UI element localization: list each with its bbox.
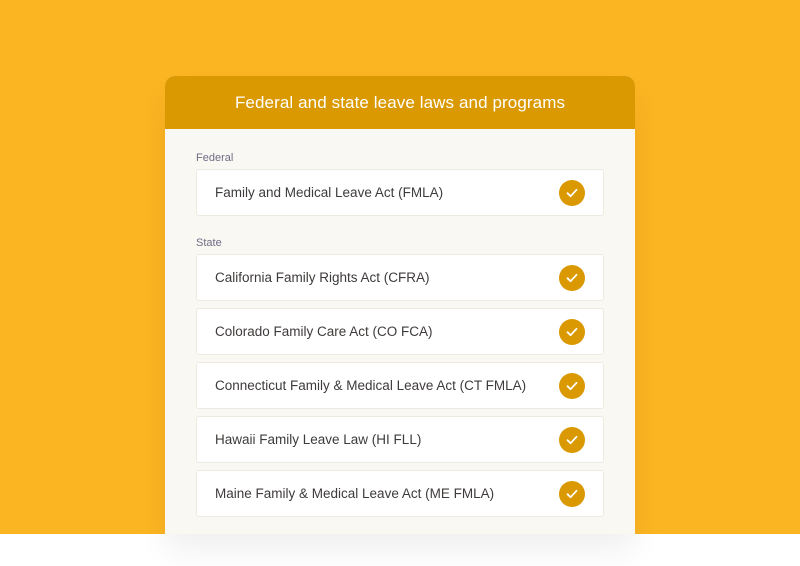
section-label-state: State [196, 237, 222, 249]
check-icon [559, 373, 585, 399]
list-item-me-fmla[interactable] [196, 470, 604, 517]
list-item-hi-fll[interactable] [196, 416, 604, 463]
item-label: Connecticut Family & Medical Leave Act (CT FMLA) [215, 378, 527, 393]
check-icon [559, 481, 585, 507]
list-item-cfra[interactable] [196, 254, 604, 301]
check-icon [559, 427, 585, 453]
card-body [165, 129, 635, 517]
check-icon [559, 265, 585, 291]
check-icon [559, 180, 585, 206]
card-header [165, 76, 635, 129]
section-label-federal: Federal [196, 152, 234, 164]
list-item-fmla[interactable] [196, 169, 604, 216]
list-item-ct-fmla[interactable] [196, 362, 604, 409]
item-label: Family and Medical Leave Act (FMLA) [215, 185, 444, 200]
item-label: Colorado Family Care Act (CO FCA) [215, 324, 433, 339]
leave-laws-card [165, 76, 635, 534]
list-item-co-fca[interactable] [196, 308, 604, 355]
item-label: California Family Rights Act (CFRA) [215, 270, 430, 285]
check-icon [559, 319, 585, 345]
card-title: Federal and state leave laws and programs [234, 92, 566, 112]
item-label: Maine Family & Medical Leave Act (ME FMLA) [215, 486, 495, 501]
item-label: Hawaii Family Leave Law (HI FLL) [215, 432, 422, 447]
